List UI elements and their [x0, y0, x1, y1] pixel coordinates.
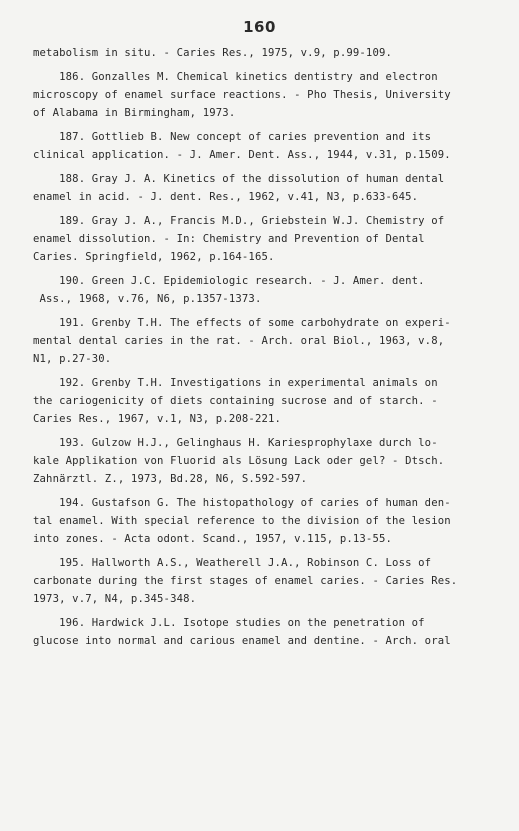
reference-line: Zahnärztl. Z., 1973, Bd.28, N6, S.592-597. — [33, 473, 308, 485]
reference-entry — [33, 494, 505, 548]
reference-entry — [33, 614, 505, 650]
reference-line: 1973, v.7, N4, p.345-348. — [33, 593, 197, 605]
reference-entry — [33, 68, 505, 122]
reference-line: 187. Gottlieb B. New concept of caries prevention and its — [33, 131, 432, 143]
reference-line: 191. Grenby T.H. The effects of some carbohydrate on experi- — [33, 317, 451, 329]
reference-list — [33, 44, 505, 656]
reference-line: tal enamel. With special reference to the division of the lesion — [33, 515, 451, 527]
reference-line: Caries Res., 1967, v.1, N3, p.208-221. — [33, 413, 282, 425]
reference-line: into zones. - Acta odont. Scand., 1957, v.115, p.13-55. — [33, 533, 393, 545]
reference-entry — [33, 554, 505, 608]
reference-line: of Alabama in Birmingham, 1973. — [33, 107, 236, 119]
reference-line: carbonate during the first stages of enamel caries. - Caries Res. — [33, 575, 458, 587]
reference-entry — [33, 128, 505, 164]
reference-line: mental dental caries in the rat. - Arch. oral Biol., 1963, v.8, — [33, 335, 445, 347]
reference-line: 196. Hardwick J.L. Isotope studies on the penetration of — [33, 617, 425, 629]
reference-line: N1, p.27-30. — [33, 353, 112, 365]
reference-line: 192. Grenby T.H. Investigations in experimental animals on — [33, 377, 438, 389]
reference-entry — [33, 314, 505, 368]
reference-line: 188. Gray J. A. Kinetics of the dissolution of human dental — [33, 173, 445, 185]
reference-line: glucose into normal and carious enamel and dentine. - Arch. oral — [33, 635, 451, 647]
reference-line: 195. Hallworth A.S., Weatherell J.A., Robinson C. Loss of — [33, 557, 432, 569]
reference-line: kale Applikation von Fluorid als Lösung Lack oder gel? - Dtsch. — [33, 455, 445, 467]
reference-entry — [33, 272, 505, 308]
reference-line: enamel dissolution. - In: Chemistry and Prevention of Dental — [33, 233, 425, 245]
reference-entry — [33, 374, 505, 428]
reference-line: microscopy of enamel surface reactions. - Pho Thesis, University — [33, 89, 451, 101]
reference-entry — [33, 434, 505, 488]
reference-line: Caries. Springfield, 1962, p.164-165. — [33, 251, 275, 263]
page-number: 160 — [243, 18, 276, 36]
reference-line: 189. Gray J. A., Francis M.D., Griebstein W.J. Chemistry of — [33, 215, 445, 227]
reference-entry — [33, 44, 505, 62]
reference-line: 190. Green J.C. Epidemiologic research. - J. Amer. dent. — [33, 275, 425, 287]
reference-line: Ass., 1968, v.76, N6, p.1357-1373. — [33, 293, 262, 305]
reference-line: clinical application. - J. Amer. Dent. Ass., 1944, v.31, p.1509. — [33, 149, 451, 161]
reference-entry — [33, 212, 505, 266]
reference-line: metabolism in situ. - Caries Res., 1975, v.9, p.99-109. — [33, 47, 393, 59]
reference-entry — [33, 170, 505, 206]
reference-line: 186. Gonzalles M. Chemical kinetics dentistry and electron — [33, 71, 438, 83]
reference-line: the cariogenicity of diets containing sucrose and of starch. - — [33, 395, 438, 407]
reference-line: 194. Gustafson G. The histopathology of caries of human den- — [33, 497, 451, 509]
reference-line: enamel in acid. - J. dent. Res., 1962, v.41, N3, p.633-645. — [33, 191, 419, 203]
reference-line: 193. Gulzow H.J., Gelinghaus H. Kariesprophylaxe durch lo- — [33, 437, 438, 449]
